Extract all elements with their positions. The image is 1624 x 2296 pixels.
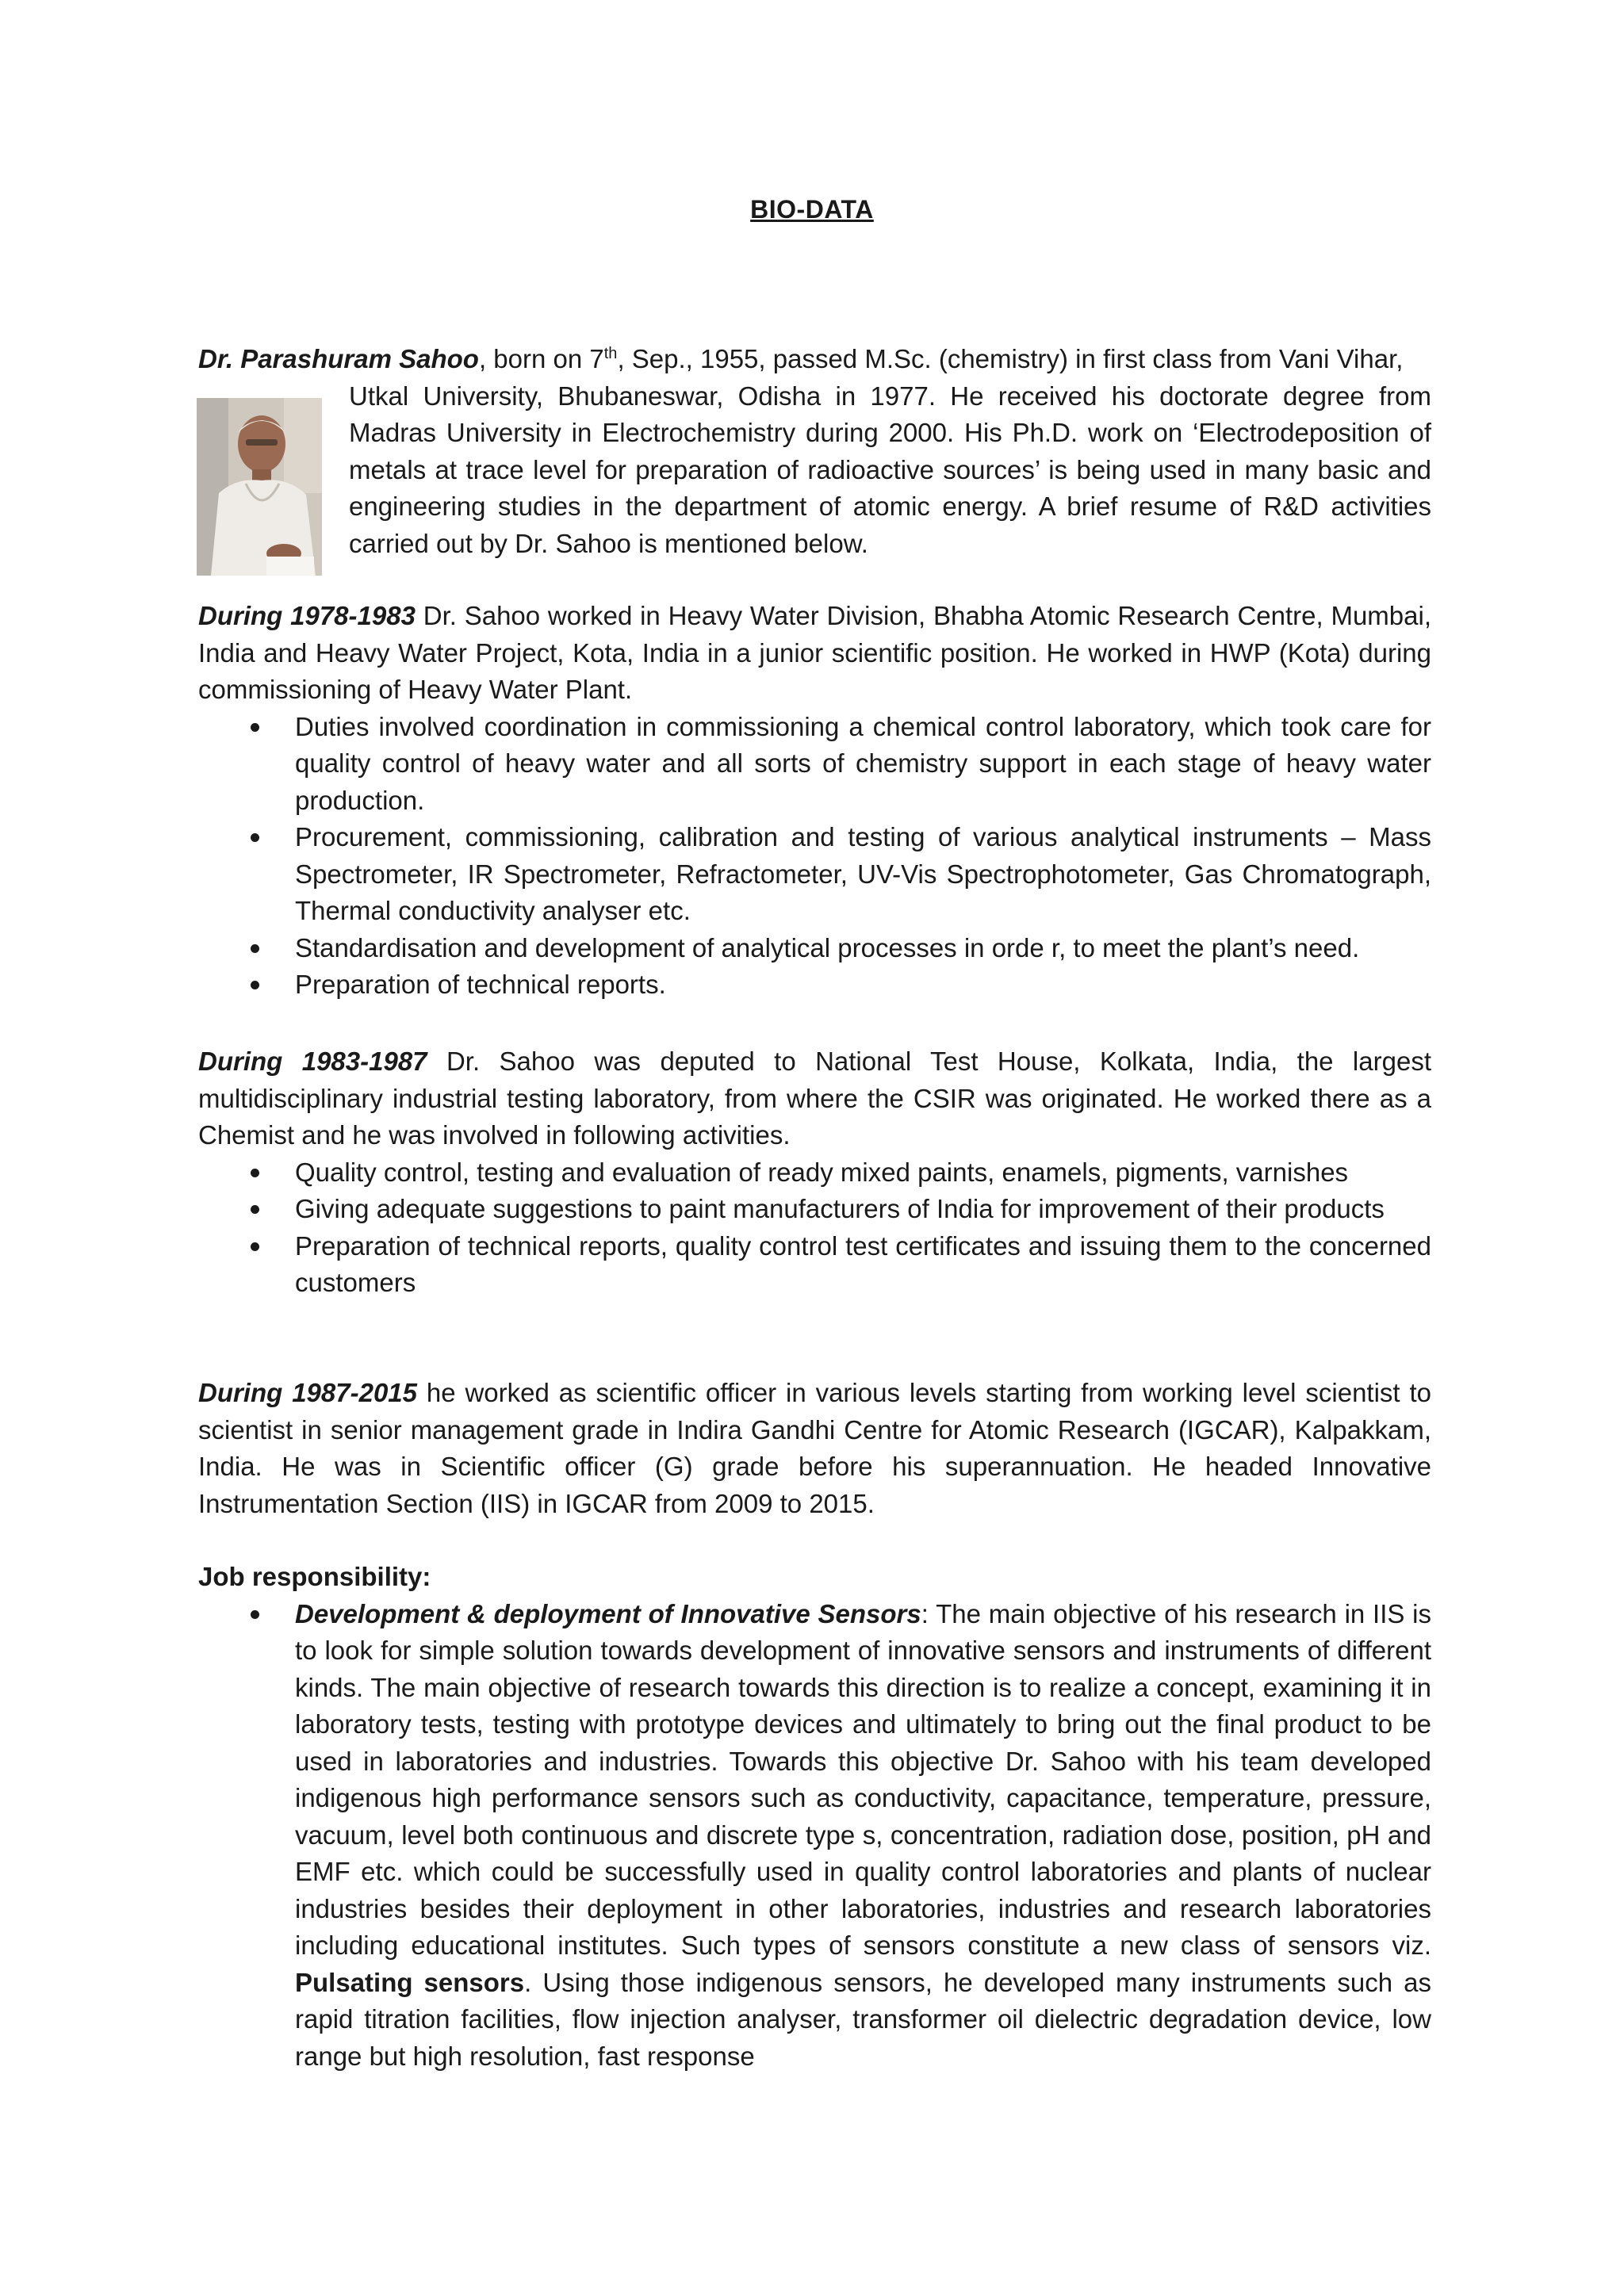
section-paragraph — [198, 1043, 1431, 1154]
section-paragraph — [198, 598, 1431, 709]
list-item: Duties involved coordination in commissioning a chemical control laboratory, which took care for quality control of heavy water and all sorts of chemistry support in each stage of heavy water production. — [198, 709, 1431, 820]
list-item: Giving adequate suggestions to paint manufacturers of India for improvement of their products — [198, 1191, 1431, 1228]
section-text: Dr. Sahoo worked in Heavy Water Division, Bhabha Atomic Research Centre, Mumbai, India and Heavy Water Project, Kota, India in a junior scientific position. He worked in HWP (Kota) during commissioning of Heavy Water Plant. — [198, 601, 1431, 704]
person-name: Dr. Parashuram Sahoo — [198, 344, 479, 373]
list-item: Preparation of technical reports, quality control test certificates and issuing them to the concerned customers — [198, 1228, 1431, 1302]
section-job-responsibility — [198, 1559, 1431, 2075]
section-paragraph — [198, 1375, 1431, 1522]
bullet-list — [198, 1596, 1431, 2076]
section-text: he worked as scientific officer in various levels starting from working level scientist to scientist in senior management grade in Indira Gandhi Centre for Atomic Research (IGCAR), Kalpakkam, India. He was in Scientific officer (G) grade before his superannuation. He headed Innovative Instrumentation Section (IIS) in IGCAR from 2009 to 2015. — [198, 1378, 1431, 1518]
list-item — [198, 1596, 1431, 2076]
intro-superscript: th — [603, 345, 618, 362]
section-1983-1987 — [198, 1043, 1431, 1302]
job-responsibility-heading: Job responsibility: — [198, 1562, 431, 1591]
bullet-list — [198, 1154, 1431, 1302]
intro-paragraph — [198, 341, 1431, 562]
bullet-list — [198, 709, 1431, 1004]
period-label: During 1987-2015 — [198, 1378, 418, 1407]
section-1978-1983 — [198, 598, 1431, 1004]
section-1987-2015 — [198, 1375, 1431, 1522]
list-item: Procurement, commissioning, calibration and testing of various analytical instruments – Mass Spectrometer, IR Spectrometer, Refractometer, UV-Vis Spectrophotometer, Gas Chromatograph, Thermal conductivity analyser etc. — [198, 819, 1431, 930]
section-text: Dr. Sahoo was deputed to National Test House, Kolkata, India, the largest multidisciplinary industrial testing laboratory, from where the CSIR was originated. He worked there as a Chemist and he was involved in following activities. — [198, 1047, 1431, 1150]
bullet-bold-term: Pulsating sensors — [295, 1967, 525, 1997]
list-item: Quality control, testing and evaluation of ready mixed paints, enamels, pigments, varnishes — [198, 1154, 1431, 1192]
intro-rest: Utkal University, Bhubaneswar, Odisha in 1977. He received his doctorate degree from Madras University in Electrochemistry during 2000. His Ph.D. work on ‘Electrodeposition of metals at trace level for preparation of radioactive sources’ is being used in many basic and engineering studies in the department of atomic energy. A brief resume of R&D activities carried out by Dr. Sahoo is mentioned below. — [349, 381, 1431, 558]
bullet-text-a: : The main objective of his research in IIS is to look for simple solution towards development of innovative sensors and instruments of different kinds. The main objective of research towards this direction is to realize a concept, examining it in laboratory tests, testing with prototype devices and ultimately to bring out the final product to be used in laboratories and industries. Towards this objective Dr. Sahoo with his team developed indigenous high performance sensors such as conductivity, capacitance, temperature, pressure, vacuum, level both continuous and discrete type s, concentration, radiation dose, position, pH and EMF etc. which could be successfully used in quality control laboratories and plants of nuclear industries besides their deployment in other laboratories, industries and research laboratories including educational institutes. Such types of sensors constitute a new class of sensors viz. — [295, 1598, 1432, 1960]
period-label: During 1983-1987 — [198, 1047, 427, 1076]
list-item: Preparation of technical reports. — [198, 966, 1431, 1004]
document-title: BIO-DATA — [750, 195, 874, 224]
intro-text-b: , Sep., 1955, passed M.Sc. (chemistry) in first class from Vani Vihar, — [617, 344, 1404, 373]
bullet-text-b: . Using those indigenous sensors, he developed many instruments such as rapid titration facilities, flow injection analyser, transformer oil dielectric degradation device, low range but high resolution, fast response — [295, 1967, 1431, 2071]
bullet-title: Development & deployment of Innovative Sensors — [295, 1598, 921, 1628]
intro-first-line — [198, 341, 1431, 378]
intro-text-a: , born on 7 — [478, 344, 604, 373]
period-label: During 1978-1983 — [198, 601, 416, 630]
list-item: Standardisation and development of analytical processes in orde r, to meet the plant’s need. — [198, 930, 1431, 967]
